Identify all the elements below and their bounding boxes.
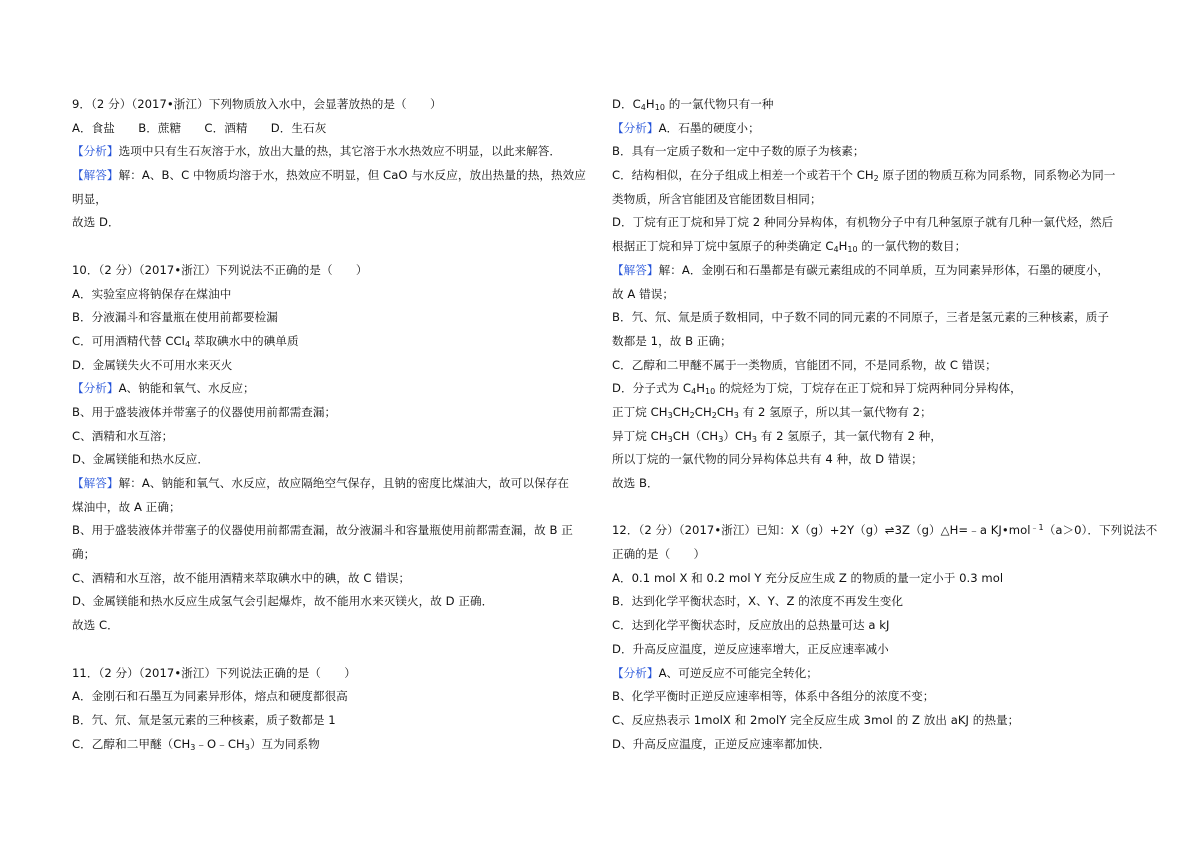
answer-tag: 【解答】 xyxy=(72,168,119,183)
answer-line xyxy=(612,377,1142,401)
option-text: C．乙醇和二甲醚（CH xyxy=(72,736,191,751)
answer-text: 解：A、钠能和氧气、水反应，故应隔绝空气保存，且钠的密度比煤油大，故可以保存在 xyxy=(118,476,570,490)
answer-text: CH xyxy=(672,404,690,419)
analysis-line: B、用于盛装液体并带塞子的仪器使用前都需查漏； xyxy=(72,404,337,419)
analysis-text: A、可逆反应不可能完全转化； xyxy=(658,665,818,680)
answer-line: C、酒精和水互溶，故不能用酒精来萃取碘水中的碘，故 C 错误； xyxy=(72,570,411,585)
answer-line: B、用于盛装液体并带塞子的仪器使用前都需查漏，故分液漏斗和容量瓶使用前都需查漏，故 B 正 xyxy=(72,523,573,538)
question-10-option-c xyxy=(72,330,602,354)
question-12-option-d: D．升高反应温度，逆反应速率增大，正反应速率减小 xyxy=(612,641,889,656)
answer-line: 煤油中，故 A 正确； xyxy=(72,499,181,514)
answer-line: 所以丁烷的一氯代物的同分异构体总共有 4 种，故 D 错误； xyxy=(612,452,923,467)
question-10-option-d: D．金属镁失火不可用水来灭火 xyxy=(72,357,233,372)
spacer xyxy=(72,638,602,662)
question-11-analysis xyxy=(612,117,1142,141)
subscript: 3 xyxy=(667,410,673,420)
answer-line: 数都是 1，故 B 正确； xyxy=(612,333,732,348)
analysis-text: H xyxy=(838,239,848,254)
analysis-line: B、化学平衡时正逆反应速率相等，体系中各组分的浓度不变； xyxy=(612,689,935,704)
question-10-answer xyxy=(72,472,602,496)
subscript: 3 xyxy=(718,434,724,444)
subscript: 4 xyxy=(640,103,646,112)
question-9-conclusion: 故选 D． xyxy=(72,215,120,230)
question-11-conclusion: 故选 B． xyxy=(612,476,659,490)
question-10-analysis xyxy=(72,377,602,401)
analysis-line xyxy=(612,164,1142,188)
question-11-answer xyxy=(612,259,1142,283)
analysis-line: 类物质，所含官能团及官能团数目相同； xyxy=(612,191,822,206)
answer-text: 有 2 氢原子，所以其一氯代物有 2； xyxy=(738,404,932,419)
option-text: 萃取碘水中的碘单质 xyxy=(190,333,299,348)
analysis-line: C、酒精和水互溶； xyxy=(72,428,174,443)
question-12-option-b: B．达到化学平衡状态时，X、Y、Z 的浓度不再发生变化 xyxy=(612,594,904,609)
subscript: 3 xyxy=(733,410,739,420)
answer-text: CH xyxy=(716,404,734,419)
analysis-tag: 【分析】 xyxy=(612,665,659,680)
analysis-text: 根据正丁烷和异丁烷中氢原子的种类确定 C xyxy=(612,239,834,254)
spacer xyxy=(72,235,602,259)
subscript: 4 xyxy=(691,387,697,397)
answer-text: CH xyxy=(694,404,712,419)
answer-text: CH（CH xyxy=(672,428,719,443)
subscript: 3 xyxy=(190,742,196,752)
subscript: 3 xyxy=(667,434,673,444)
analysis-line: D、升高反应温度，正逆反应速率都加快． xyxy=(612,736,831,751)
answer-text: D．分子式为 C xyxy=(612,381,692,396)
analysis-line: D．丁烷有正丁烷和异丁烷 2 种同分异构体，有机物分子中有几种氢原子就有几种一氯代烃，然后 xyxy=(612,215,1114,230)
analysis-line: B．具有一定质子数和一定中子数的原子为核素； xyxy=(612,144,865,159)
question-9-options: A．食盐 B．蔗糖 C．酒精 D．生石灰 xyxy=(72,120,327,135)
question-9-answer xyxy=(72,164,602,188)
answer-line: 确； xyxy=(72,547,96,562)
subscript: 3 xyxy=(751,434,758,444)
option-text: H xyxy=(645,97,655,111)
answer-line: C．乙醇和二甲醚不属于一类物质，官能团不同，不是同系物，故 C 错误； xyxy=(612,357,997,372)
question-12-option-c: C．达到化学平衡状态时，反应放出的总热量可达 a kJ xyxy=(612,618,890,633)
subscript: 10 xyxy=(654,103,665,112)
answer-line: 故 A 错误； xyxy=(612,286,675,301)
question-12-option-a: A．0.1 mol X 和 0.2 mol Y 充分反应生成 Z 的物质的量一定小于 0.3 mol xyxy=(612,570,1004,585)
answer-text: H xyxy=(696,381,705,396)
question-11-option-d xyxy=(612,93,1142,117)
subscript: 2 xyxy=(873,174,879,184)
option-text: D．C xyxy=(612,97,641,111)
answer-tag: 【解答】 xyxy=(612,262,659,277)
stem-text: 12．（2 分）（2017•浙江）已知：X（g）+2Y（g）⇌3Z（g）△H=﹣a KJ•mol xyxy=(612,523,1031,538)
question-12-analysis xyxy=(612,662,1142,686)
analysis-text: 原子团的物质互称为同系物，同系物必为同一 xyxy=(878,168,1116,183)
answer-text: ）CH xyxy=(723,428,752,443)
left-column xyxy=(72,93,602,756)
question-11-option-a: A．金刚石和石墨互为同素异形体，熔点和硬度都很高 xyxy=(72,689,348,704)
answer-line xyxy=(612,401,1142,425)
answer-text: 有 2 氢原子，其一氯代物有 2 种， xyxy=(757,428,942,443)
answer-text: 异丁烷 CH xyxy=(612,428,668,443)
answer-text: 解：A．金刚石和石墨都是有碳元素组成的不同单质，互为同素异形体，石墨的硬度小， xyxy=(658,262,1110,277)
subscript: 4 xyxy=(184,339,191,349)
subscript: 2 xyxy=(711,410,717,420)
spacer xyxy=(612,496,1142,520)
question-11-option-b: B．氕、氘、氚是氢元素的三种核素，质子数都是 1 xyxy=(72,712,336,727)
option-text: ）互为同系物 xyxy=(249,736,320,751)
superscript: ﹣1 xyxy=(1030,523,1044,533)
answer-line: B．氕、氘、氚是质子数相同，中子数不同的同元素的不同原子，三者是氢元素的三种核素，质子 xyxy=(612,310,1110,325)
answer-text: 解：A、B、C 中物质均溶于水，热效应不明显，但 CaO 与水反应，放出热量的热，热效应 xyxy=(118,168,586,183)
answer-tag: 【解答】 xyxy=(72,476,119,490)
subscript: 2 xyxy=(689,410,695,420)
subscript: 10 xyxy=(847,245,858,255)
subscript: 3 xyxy=(244,742,250,752)
option-text: C．可用酒精代替 CCl xyxy=(72,333,185,348)
analysis-line xyxy=(612,235,1142,259)
question-10-option-b: B．分液漏斗和容量瓶在使用前都要检漏 xyxy=(72,310,278,325)
question-10-stem: 10．（2 分）（2017•浙江）下列说法不正确的是（ ） xyxy=(72,262,368,277)
answer-line: 明显， xyxy=(72,191,107,206)
question-9-stem: 9．（2 分）（2017•浙江）下列物质放入水中，会显著放热的是（ ） xyxy=(72,97,442,111)
analysis-line: D、金属镁能和热水反应． xyxy=(72,452,210,467)
analysis-text: A．石墨的硬度小； xyxy=(658,120,760,135)
question-11-stem: 11．（2 分）（2017•浙江）下列说法正确的是（ ） xyxy=(72,665,356,680)
question-10-option-a: A．实验室应将钠保存在煤油中 xyxy=(72,286,232,301)
answer-line: D、金属镁能和热水反应生成氢气会引起爆炸，故不能用水来灭镁火，故 D 正确． xyxy=(72,594,494,609)
question-10-conclusion: 故选 C． xyxy=(72,618,119,633)
analysis-text: A、钠能和氧气、水反应； xyxy=(118,381,255,396)
question-12-stem xyxy=(612,519,1158,543)
answer-text: 正丁烷 CH xyxy=(612,404,668,419)
analysis-tag: 【分析】 xyxy=(72,381,119,396)
subscript: 4 xyxy=(833,245,839,255)
analysis-text: C．结构相似，在分子组成上相差一个或若干个 CH xyxy=(612,168,874,183)
stem-text: （a＞0）．下列说法不 xyxy=(1043,523,1158,538)
right-column xyxy=(612,93,1158,756)
answer-text: 的烷烃为丁烷，丁烷存在正丁烷和异丁烷两种同分异构体， xyxy=(715,381,1022,396)
subscript: 10 xyxy=(705,387,716,397)
answer-line xyxy=(612,425,1142,449)
question-11-option-c xyxy=(72,733,602,757)
question-9-analysis xyxy=(72,140,602,164)
analysis-tag: 【分析】 xyxy=(612,120,659,135)
option-text: ﹣O﹣CH xyxy=(195,736,245,751)
question-12-stem-cont: 正确的是（ ） xyxy=(612,547,706,562)
option-text: 的一氯代物只有一种 xyxy=(664,97,774,111)
analysis-text: 的一氯代物的数目； xyxy=(857,239,967,254)
analysis-tag: 【分析】 xyxy=(72,144,119,159)
analysis-line: C、反应热表示 1molX 和 2molY 完全反应生成 3mol 的 Z 放出 aKJ 的热量； xyxy=(612,712,1020,727)
analysis-text: 选项中只有生石灰溶于水，放出大量的热，其它溶于水水热效应不明显，以此来解答． xyxy=(118,144,562,159)
